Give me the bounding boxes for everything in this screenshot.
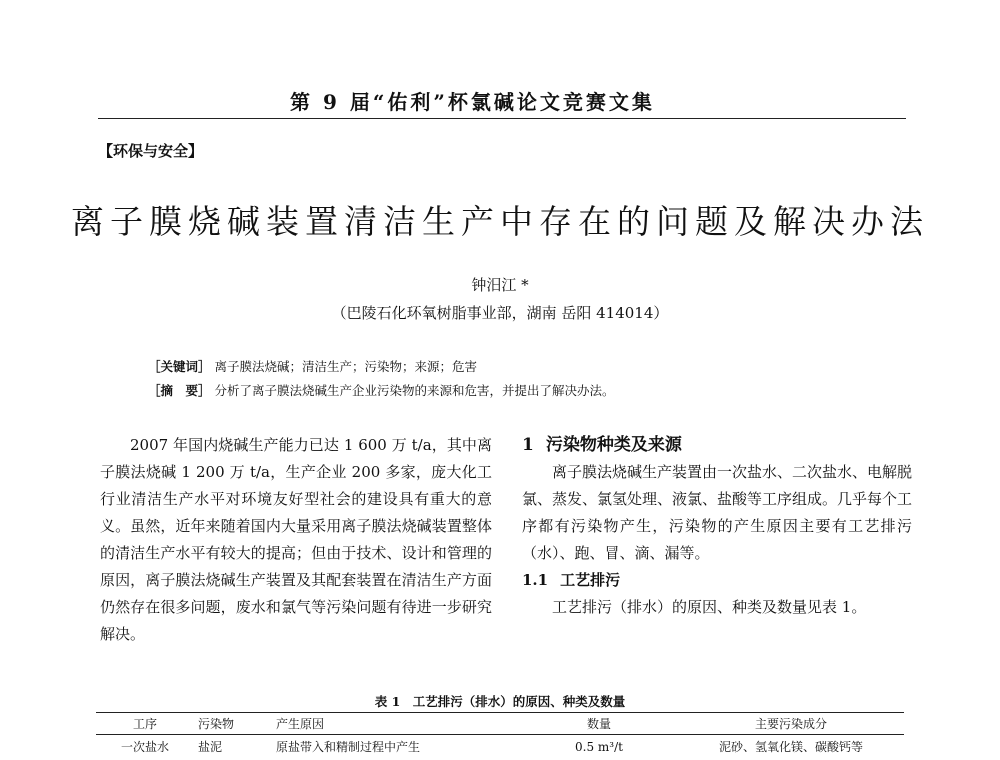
keywords [148,357,477,375]
table-header-cell: 工序 [96,713,194,735]
right-column [522,432,912,621]
section-1-heading [522,432,912,459]
affiliation: （巴陵石化环氧树脂事业部，湖南 岳阳 414014） [331,304,669,322]
running-header: 第 9 届“佑利”杯氯碱论文竞赛文集 [290,90,655,114]
section-1-title: 污染物种类及来源 [545,435,682,455]
section-1-1-heading [522,567,912,594]
paper-title: 离子膜烧碱装置清洁生产中存在的问题及解决办法 [71,202,929,241]
abstract-label: ［摘 要］ [148,383,211,398]
table-cell: 一次盐水 [120,740,169,754]
table-header-cell: 数量 [520,713,678,735]
left-column [100,432,492,648]
keywords-text: 离子膜法烧碱；清洁生产；污染物；来源；危害 [214,359,478,374]
author: 钟汨江 * [471,276,529,294]
table-cell: 泥砂、氢氧化镁、碳酸钙等 [718,740,863,754]
table-1 [96,712,904,758]
intro-paragraph: 2007 年国内烧碱生产能力已达 1 600 万 t/a，其中离子膜法烧碱 1 200 万 t/a，生产企业 200 多家，庞大化工行业清洁生产水平对环境友好型社会的建设具有重大的意义。虽然，近年来随着国内大量采用离子膜法烧碱装置整体的清洁生产水平有较大的提高；但由于技术、设计和管理的原因，离子膜法烧碱生产装置及其配套装置在清洁生产方面仍然存在很多问题，废水和氯气等污染问题有待进一步研究解决。 [100,436,492,643]
section-1-1-number: 1.1 [522,571,549,589]
table-cell: 原盐带入和精制过程中产生 [276,740,421,754]
table-header-row [96,713,904,735]
table-header-cell: 污染物 [194,713,272,735]
abstract [148,381,615,399]
keywords-label: ［关键词］ [148,359,211,374]
section-1-number: 1 [522,435,534,455]
table-header-cell: 产生原因 [272,713,520,735]
section-1-1-paragraph: 工艺排污（排水）的原因、种类及数量见表 1。 [552,598,867,616]
table-row [96,735,904,759]
table-1-caption: 表 1 工艺排污（排水）的原因、种类及数量 [374,694,626,709]
table-cell: 盐泥 [198,740,223,754]
header-rule [98,118,906,119]
abstract-text: 分析了离子膜法烧碱生产企业污染物的来源和危害，并提出了解决办法。 [214,383,615,398]
table-cell: 0.5 m³/t [575,739,623,754]
section-1-paragraph: 离子膜法烧碱生产装置由一次盐水、二次盐水、电解脱氯、蒸发、氯氢处理、液氯、盐酸等工序组成。几乎每个工序都有污染物产生，污染物的产生原因主要有工艺排污（水）、跑、冒、滴、漏等。 [522,463,913,562]
table-header-cell: 主要污染成分 [678,713,904,735]
section-1-1-title: 工艺排污 [560,571,621,589]
section-tag: 【环保与安全】 [98,142,204,160]
